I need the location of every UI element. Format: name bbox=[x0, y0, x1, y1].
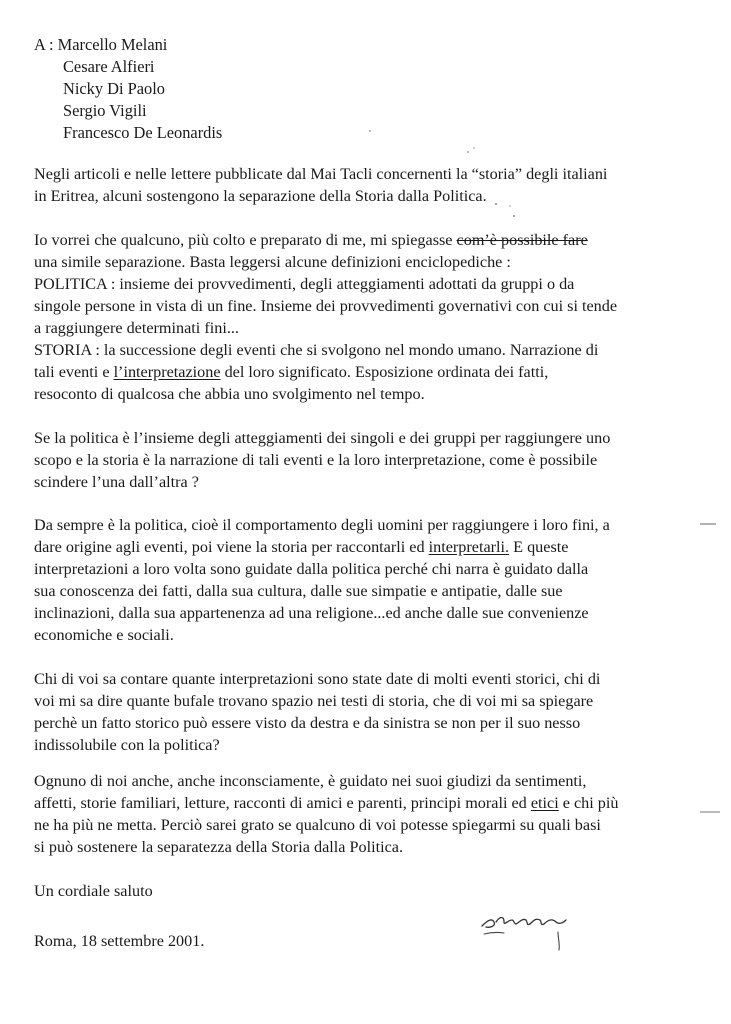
text-line: a raggiungere determinati fini... bbox=[34, 319, 239, 337]
text-line: una simile separazione. Basta leggersi alcune definizioni enciclopediche : bbox=[34, 253, 511, 271]
paragraph-6 bbox=[34, 770, 714, 858]
text-line: resoconto di qualcosa che abbia uno svolgimento nel tempo. bbox=[34, 385, 425, 403]
text-segment: del loro significato. Esposizione ordinata dei fatti, bbox=[220, 363, 549, 381]
text-line: Chi di voi sa contare quante interpretazioni sono state date di molti eventi storici, chi di bbox=[34, 670, 601, 688]
paragraph-5 bbox=[34, 668, 714, 756]
recipient: Francesco De Leonardis bbox=[63, 123, 223, 142]
text-line: economiche e sociali. bbox=[34, 626, 174, 644]
underlined-text: interpretarli. bbox=[428, 538, 510, 556]
struck-text: com’è possibile fare bbox=[456, 231, 588, 249]
text-segment: affetti, storie familiari, letture, racconti di amici e parenti, principi morali ed bbox=[34, 794, 531, 812]
recipient: Sergio Vigili bbox=[63, 101, 147, 120]
text-line: si può sostenere la separatezza della Storia dalla Politica. bbox=[34, 838, 404, 856]
underlined-text: etici bbox=[530, 794, 559, 812]
text-line bbox=[34, 361, 714, 383]
text-line: sua conoscenza dei fatti, dalla sua cultura, dalle sue simpatie e antipatie, dalle sue bbox=[34, 582, 563, 600]
text-line: in Eritrea, alcuni sostengono la separazione della Storia dalla Politica. bbox=[34, 187, 487, 205]
text-segment: e chi più bbox=[558, 794, 619, 812]
text-segment: dare origine agli eventi, poi viene la storia per raccontarli ed bbox=[34, 538, 429, 556]
salutation: Un cordiale saluto bbox=[34, 882, 153, 900]
text-line: Negli articoli e nelle lettere pubblicate dal Mai Tacli concernenti la “storia” degli italiani bbox=[34, 165, 608, 183]
text-line: Se la politica è l’insieme degli atteggiamenti dei singoli e dei gruppi per raggiungere uno bbox=[34, 429, 611, 447]
text-line: indissolubile con la politica? bbox=[34, 736, 220, 754]
text-line bbox=[34, 792, 714, 814]
text-line: Ognuno di noi anche, anche inconsciamente, è guidato nei suoi giudizi da sentimenti, bbox=[34, 772, 587, 790]
text-line: voi mi sa dire quante bufale trovano spazio nei testi di storia, che di voi mi sa spiegare bbox=[34, 692, 594, 710]
handwritten-signature bbox=[478, 898, 598, 958]
text-line: inclinazioni, dalla sua appartenenza ad una religione...ed anche dalle sue convenienze bbox=[34, 604, 589, 622]
text-line: perchè un fatto storico può essere visto da destra e da sinistra se non per il suo nesso bbox=[34, 714, 581, 732]
text-line: scindere l’una dall’altra ? bbox=[34, 473, 199, 491]
place-date: Roma, 18 settembre 2001. bbox=[34, 932, 205, 950]
recipient: Nicky Di Paolo bbox=[63, 79, 165, 98]
underlined-text: l’interpretazione bbox=[113, 363, 221, 381]
paragraph-3 bbox=[34, 427, 714, 493]
text-segment: tali eventi e bbox=[34, 363, 114, 381]
recipient-first: A : Marcello Melani bbox=[34, 35, 168, 54]
text-line bbox=[34, 229, 714, 251]
text-segment: Io vorrei che qualcuno, più colto e preparato di me, mi spiegasse bbox=[34, 231, 457, 249]
paragraph-4 bbox=[34, 514, 714, 646]
text-segment: E queste bbox=[509, 538, 569, 556]
text-line: singole persone in vista di un fine. Insieme dei provvedimenti governativi con cui si tende bbox=[34, 297, 618, 315]
text-line: scopo e la storia è la narrazione di tali eventi e la loro interpretazione, come è possibile bbox=[34, 451, 598, 469]
paragraph-2 bbox=[34, 229, 714, 405]
recipient-list bbox=[34, 34, 222, 144]
definition-storia: STORIA : la successione degli eventi che si svolgono nel mondo umano. Narrazione di bbox=[34, 341, 599, 359]
text-line bbox=[34, 536, 714, 558]
definition-politica: POLITICA : insieme dei provvedimenti, degli atteggiamenti adottati da gruppi o da bbox=[34, 275, 575, 293]
paragraph-1 bbox=[34, 163, 714, 207]
text-line: ne ha più ne metta. Perciò sarei grato se qualcuno di voi potesse spiegarmi su quali basi bbox=[34, 816, 601, 834]
recipient: Cesare Alfieri bbox=[63, 57, 155, 76]
text-line: interpretazioni a loro volta sono guidate dalla politica perché chi narra è guidato dalla bbox=[34, 560, 589, 578]
text-line: Da sempre è la politica, cioè il comportamento degli uomini per raggiungere i loro fini, a bbox=[34, 516, 610, 534]
